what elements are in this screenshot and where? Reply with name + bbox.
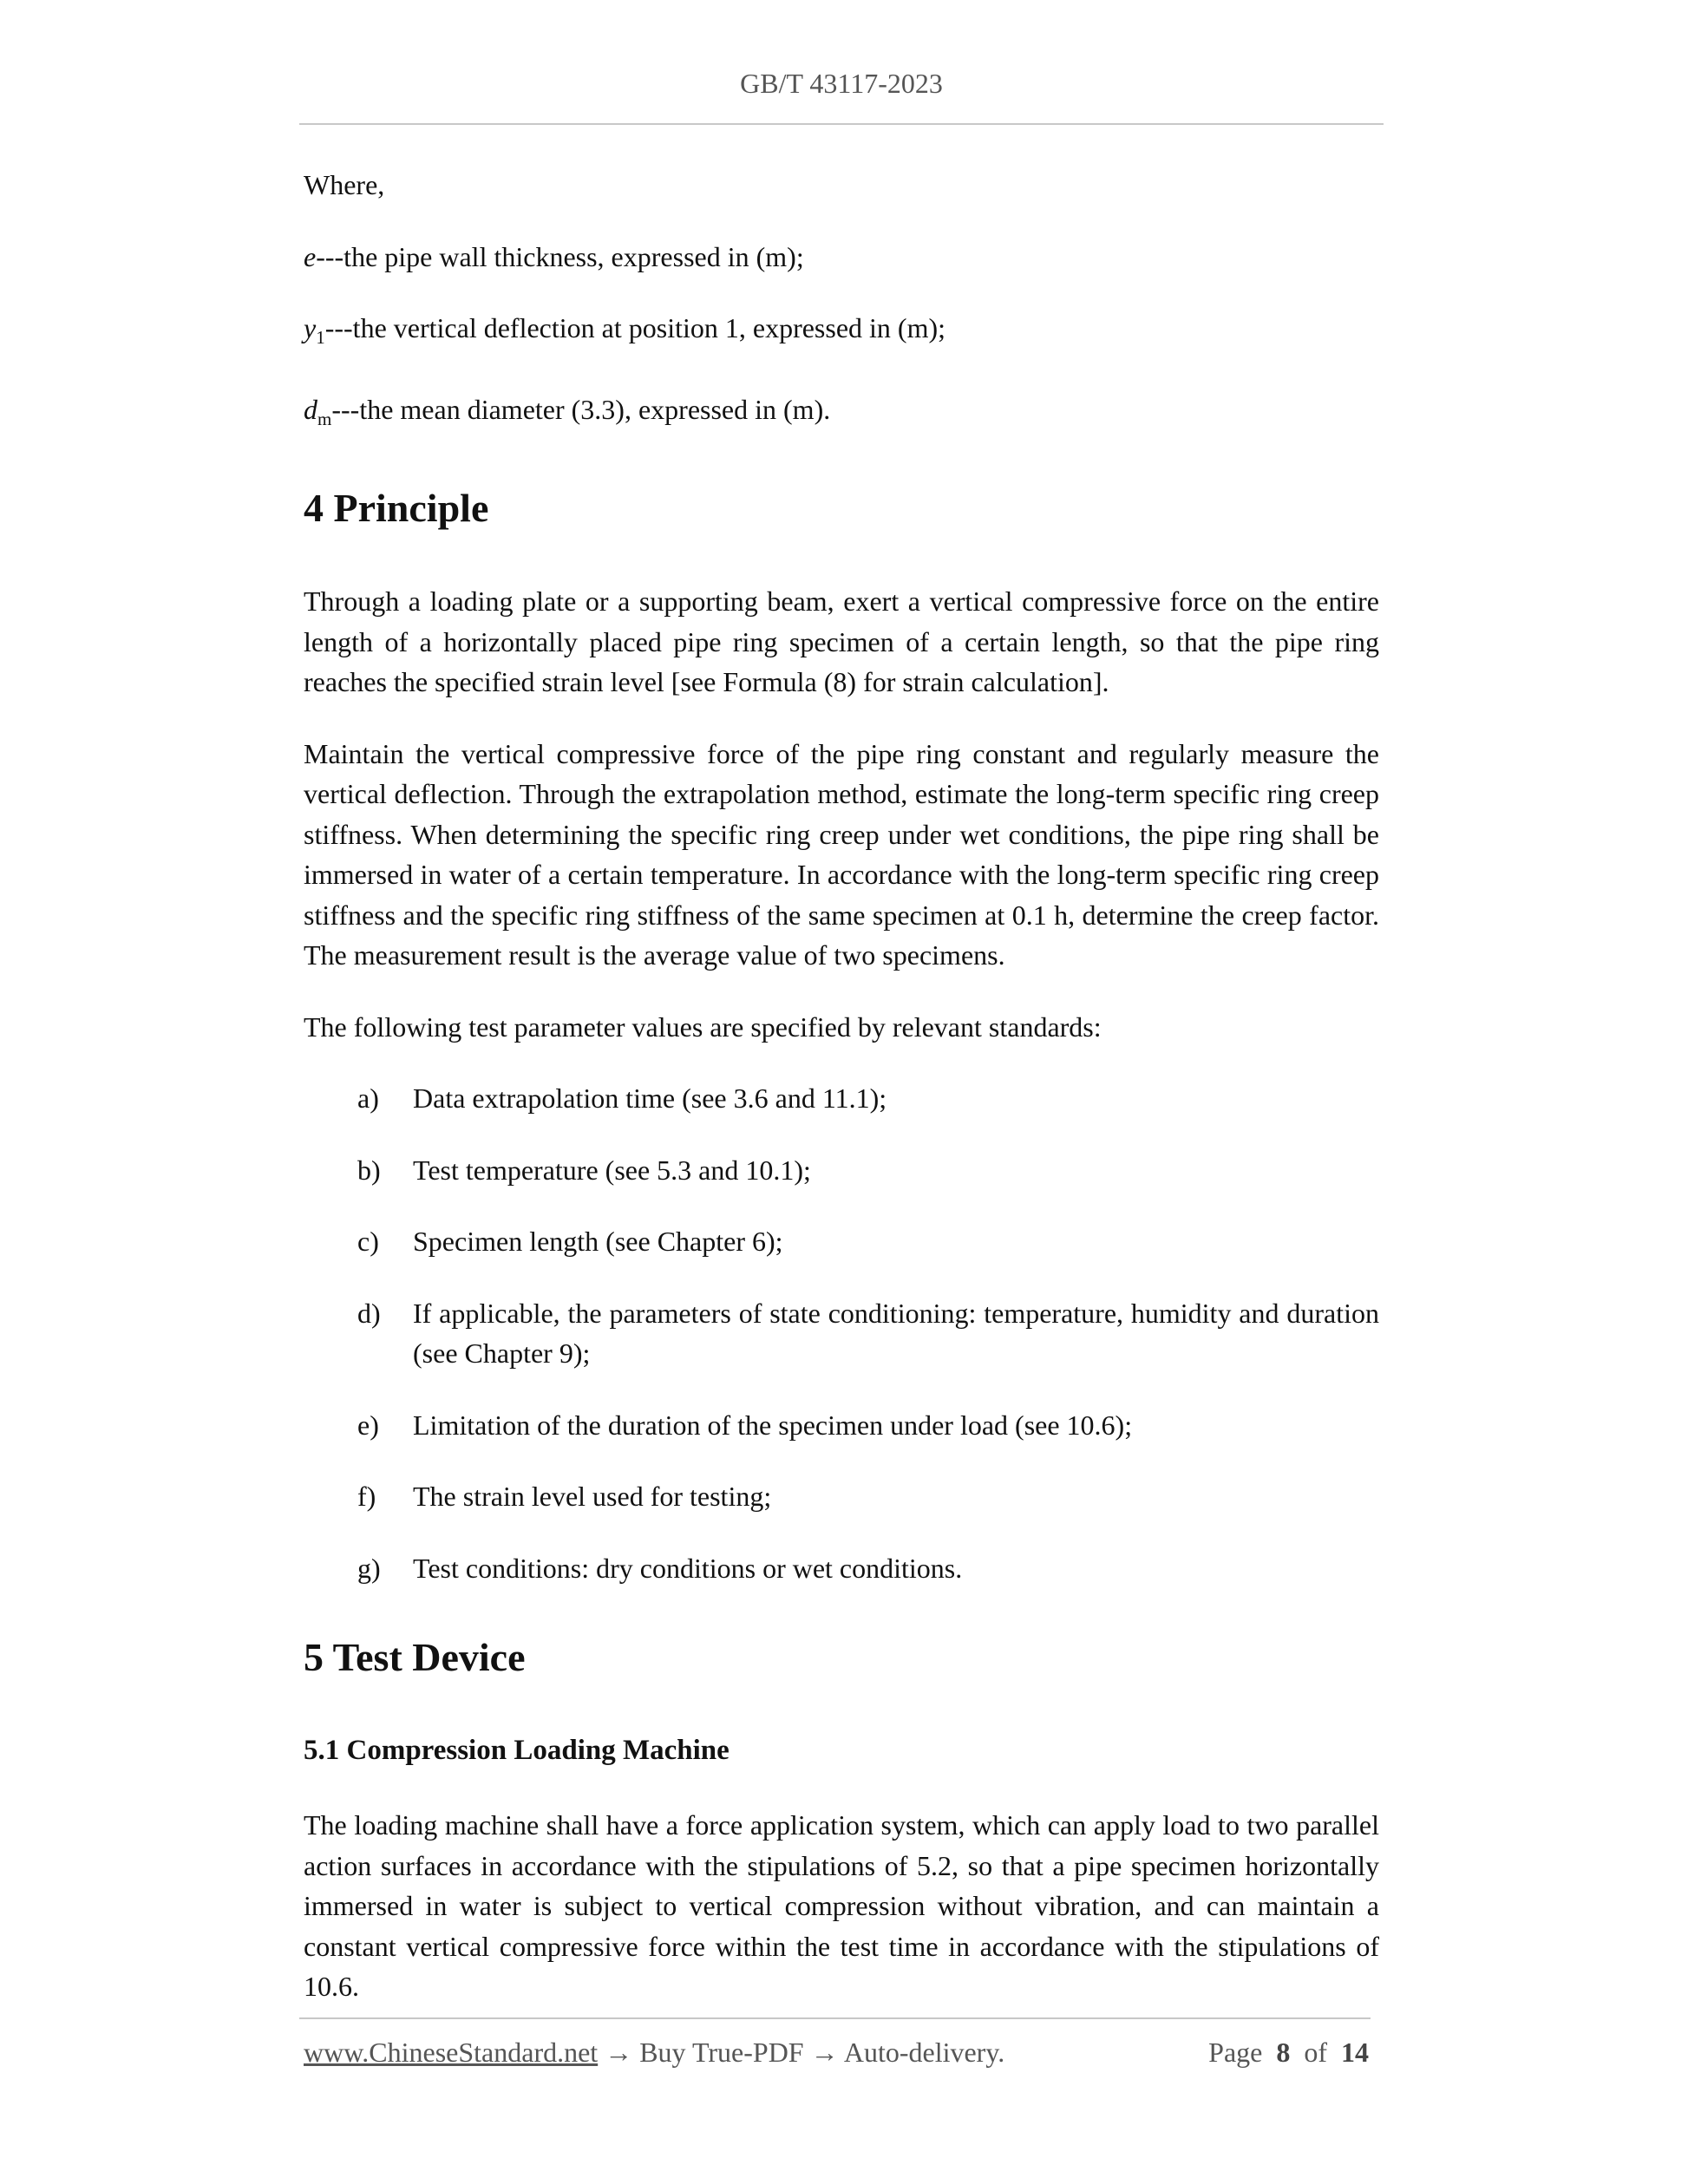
list-item-text: The strain level used for testing; [413, 1481, 772, 1512]
symbol-d-subscript: m [317, 408, 332, 429]
of-label: of [1304, 2037, 1327, 2068]
list-item-marker: e) [357, 1409, 379, 1441]
list-item [304, 1150, 1379, 1191]
footer-promo [304, 2037, 1004, 2069]
definition-e-text: ---the pipe wall thickness, expressed in (m); [316, 240, 804, 272]
header-divider [299, 123, 1384, 125]
list-item [304, 1476, 1379, 1517]
principle-paragraph-1: Through a loading plate or a supporting beam, exert a vertical compressive force on the entire length of a horizontally placed pipe ring specimen of a certain length, so that the pipe ring reaches the specified strain level [see Formula (8) for strain calculation]. [304, 585, 1379, 697]
list-item [304, 1078, 1379, 1119]
section-5-1-heading: 5.1 Compression Loading Machine [304, 1735, 730, 1766]
current-page: 8 [1276, 2037, 1291, 2068]
arrow-right-icon: → [810, 2037, 839, 2068]
list-item-marker: d) [357, 1297, 381, 1329]
section-5-heading: 5 Test Device [304, 1635, 526, 1679]
loading-machine-paragraph: The loading machine shall have a force application system, which can apply load to two parallel action surfaces in accordance with the stipulations of 5.2, so that a pipe specimen horizontally immersed in water is subject to vertical compression without vibration, and can maintain a constant vertical compressive force within the test time in accordance with the stipulations of 10.6. [304, 1809, 1379, 2002]
buy-true-pdf-text: Buy True-PDF [639, 2037, 804, 2068]
page-footer [304, 2037, 1369, 2076]
auto-delivery-text: Auto-delivery. [843, 2037, 1005, 2068]
symbol-y-subscript: 1 [316, 327, 325, 348]
list-item-text: Test temperature (see 5.3 and 10.1); [413, 1154, 811, 1186]
principle-paragraph-2: Maintain the vertical compressive force of the pipe ring constant and regularly measure the vertical deflection. Through the extrapolation method, estimate the long-term specific ring creep stiffness. When determining the specific ring creep under wet conditions, the pipe ring shall be immersed in water of a certain temperature. In accordance with the long-term specific ring creep stiffness and the specific ring stiffness of the same specimen at 0.1 h, determine the creep factor. The measurement result is the average value of two specimens. [304, 737, 1379, 971]
page-content [304, 165, 1379, 2038]
page-number [1208, 2037, 1369, 2069]
document-code-header: GB/T 43117-2023 [740, 68, 943, 99]
symbol-y: y [304, 312, 317, 343]
list-item-text: Specimen length (see Chapter 6); [413, 1226, 783, 1257]
list-item-text: Limitation of the duration of the specimen under load (see 10.6); [413, 1409, 1133, 1441]
list-item-text: Test conditions: dry conditions or wet conditions. [413, 1552, 963, 1584]
list-item [304, 1221, 1379, 1262]
footer-divider [299, 2017, 1371, 2019]
total-pages: 14 [1341, 2037, 1369, 2068]
page-label: Page [1208, 2037, 1263, 2068]
arrow-right-icon: → [605, 2037, 633, 2068]
list-item-marker: a) [357, 1082, 379, 1114]
definition-y1 [304, 308, 1379, 358]
definition-e [304, 237, 1379, 278]
definition-dm [304, 389, 1379, 440]
list-item-marker: b) [357, 1154, 381, 1186]
list-item-marker: f) [357, 1481, 376, 1512]
definition-dm-text: ---the mean diameter (3.3), expressed in (m). [331, 393, 831, 425]
list-item-marker: c) [357, 1226, 379, 1257]
list-item [304, 1548, 1379, 1589]
test-parameter-list [304, 1078, 1379, 1588]
list-item [304, 1293, 1379, 1374]
list-item-marker: g) [357, 1552, 381, 1584]
list-item [304, 1405, 1379, 1446]
website-link[interactable]: www.ChineseStandard.net [304, 2037, 599, 2068]
symbol-d: d [304, 393, 317, 425]
list-item-text: If applicable, the parameters of state conditioning: temperature, humidity and duration (see Chapter 9); [413, 1297, 1379, 1369]
list-item-text: Data extrapolation time (see 3.6 and 11.1); [413, 1082, 887, 1114]
section-4-heading: 4 Principle [304, 486, 489, 530]
symbol-e: e [304, 240, 317, 272]
definition-y1-text: ---the vertical deflection at position 1, expressed in (m); [324, 312, 946, 343]
principle-paragraph-3: The following test parameter values are specified by relevant standards: [304, 1010, 1102, 1043]
where-intro: Where, [304, 169, 385, 200]
